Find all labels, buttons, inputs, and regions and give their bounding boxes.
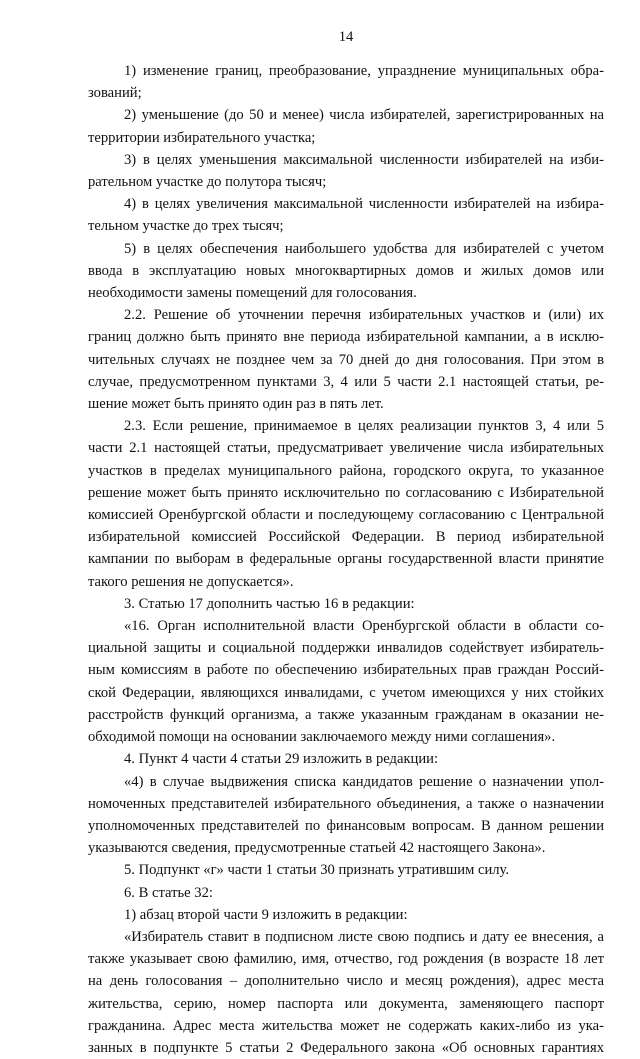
- paragraph-amendment-4: 4. Пункт 4 части 4 статьи 29 изложить в редакции:: [124, 751, 439, 768]
- paragraph-2-2: 2.2. Решение об уточнении перечня избирательных участков и (или) их границ должно быть принято вне периода избирательной кампании, а в исключительных случаях не позднее чем за 70 дней до дня голосования. При этом в случае, предусмотренном пунктами 3, 4 или 5 части 2.1 настоящей статьи, решение может быть принято один раз в пять лет.: [88, 307, 604, 413]
- paragraph-item-4: 4) в целях увеличения максимальной численности избирателей на избирательном участке до трех тысяч;: [88, 196, 604, 235]
- page-number: 14: [338, 29, 354, 45]
- paragraph-item-2: 2) уменьшение (до 50 и менее) числа избирателей, зарегистрированных на территории избирательного участка;: [88, 107, 604, 146]
- paragraph-amendment-3: 3. Статью 17 дополнить частью 16 в редакции:: [124, 595, 415, 612]
- paragraph-amendment-6: 6. В статье 32:: [124, 884, 213, 901]
- paragraph-item-1: 1) изменение границ, преобразование, упразднение муниципальных образований;: [88, 63, 604, 102]
- paragraph-voter-signature: «Избиратель ставит в подписном листе свою подпись и дату ее внесения, а также указывает свою фамилию, имя, отчество, год рождения (в возрасте 18 лет на день голосования – дополнительно число и месяц рождения), адрес места жительства, серию, номер паспорта или документа, заменяющего паспорт гражданина. Адрес места жительства может не содержать каких-либо из указанных в подпункте 5 статьи 2 Федерального закона «Об основных гарантиях: [88, 928, 604, 1056]
- document-body: [88, 60, 604, 1059]
- paragraph-subitem-1: 1) абзац второй части 9 изложить в редакции:: [124, 906, 408, 923]
- paragraph-point-4: «4) в случае выдвижения списка кандидатов решение о назначении уполномоченных представителей избирательного объединения, а также о назначении уполномоченных представителей по финансовым вопросам. В данном решении указываются сведения, предусмотренные статьей 42 настоящего Закона».: [88, 773, 604, 857]
- paragraph-item-3: 3) в целях уменьшения максимальной численности избирателей на избирательном участке до полутора тысяч;: [88, 151, 604, 191]
- paragraph-2-3: 2.3. Если решение, принимаемое в целях реализации пунктов 3, 4 или 5 части 2.1 настоящей статьи, предусматривает увеличение числа избирательных участков в пределах муниципального района, городского округа, то указанное решение может быть принято исключительно по согласованию с Избирательной комиссией Оренбургской области и последующему согласованию с Центральной избирательной комиссией Российской Федерации. В период избирательной кампании по выборам в федеральные органы государственной власти принятие такого решения не допускается».: [88, 418, 604, 590]
- paragraph-amendment-5: 5. Подпункт «г» части 1 статьи 30 признать утратившим силу.: [124, 862, 510, 879]
- paragraph-part-16: «16. Орган исполнительной власти Оренбургской области в области социальной защиты и социальной поддержки инвалидов содействует избирательным комиссиям в работе по обеспечению избирательных прав граждан Российской Федерации, являющихся инвалидами, с учетом имеющихся у них стойких расстройств функций организма, а также указанным гражданам в оказании необходимой помощи на основании заключаемого между ними соглашения».: [88, 618, 604, 746]
- paragraph-item-5: 5) в целях обеспечения наибольшего удобства для избирателей с учетом ввода в эксплуатацию новых многоквартирных домов и жилых домов или необходимости замены помещений для голосования.: [88, 240, 604, 302]
